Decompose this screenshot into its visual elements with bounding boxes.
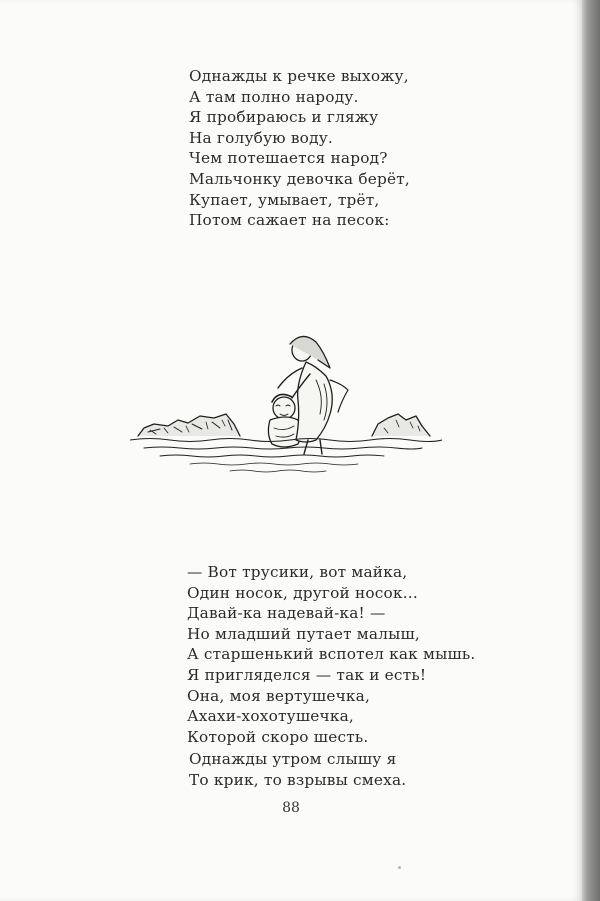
poem-line: Но младший путает малыш,	[187, 624, 420, 643]
poem-line: А там полно народу.	[189, 87, 359, 106]
book-spine-shadow	[582, 0, 600, 901]
poem-line: Однажды к речке выхожу,	[189, 67, 409, 85]
poem-line: А старшенький вспотел как мышь.	[187, 645, 476, 664]
poem-line: Один носок, другой носок...	[187, 583, 418, 602]
poem-line: Мальчонку девочка берёт,	[189, 169, 410, 188]
poem-line: То крик, то взрывы смеха.	[189, 770, 407, 789]
page-number: 88	[282, 800, 300, 816]
paper-speck	[398, 866, 401, 869]
bathing-illustration	[130, 328, 442, 476]
poem-line: Купает, умывает, трёт,	[189, 190, 380, 209]
poem-line: Однажды утром слышу я	[189, 750, 397, 768]
poem-line: — Вот трусики, вот майка,	[187, 563, 408, 581]
poem-line: Я пригляделся — так и есть!	[187, 665, 427, 684]
poem-line: Ахахи-хохотушечка,	[187, 707, 354, 726]
poem-stanza-3	[189, 749, 406, 790]
poem-line: Чем потешается народ?	[189, 149, 388, 168]
poem-line: Которой скоро шесть.	[187, 727, 369, 746]
poem-line: Она, моя вертушечка,	[187, 686, 371, 705]
poem-line: Давай-ка надевай-ка! —	[187, 604, 386, 623]
poem-line: На голубую воду.	[189, 128, 333, 147]
poem-stanza-1	[189, 66, 410, 231]
poem-stanza-2	[187, 562, 475, 747]
poem-line: Потом сажает на песок:	[189, 211, 390, 230]
poem-line: Я пробираюсь и гляжу	[189, 108, 379, 127]
